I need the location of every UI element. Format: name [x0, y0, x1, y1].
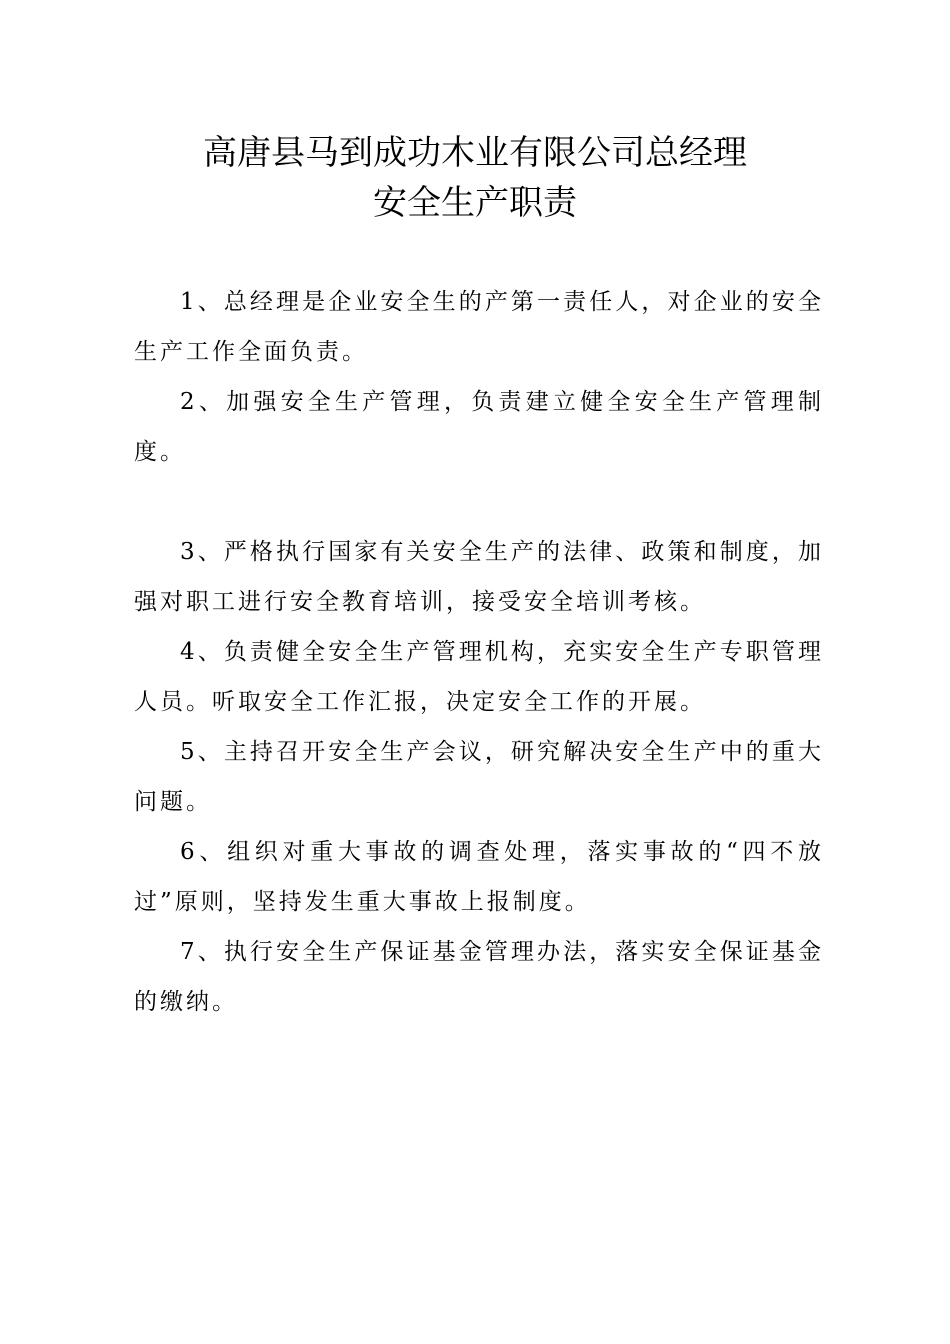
paragraph-item: 4、负责健全安全生产管理机构，充实安全生产专职管理人员。听取安全工作汇报，决定安全工作的开展。 — [134, 639, 824, 715]
paragraph-item: 3、严格执行国家有关安全生产的法律、政策和制度，加强对职工进行安全教育培训，接受安全培训考核。 — [134, 539, 824, 615]
paragraph-item: 5、主持召开安全生产会议，研究解决安全生产中的重大问题。 — [134, 739, 824, 815]
title-line-company: 高唐县马到成功木业有限公司总经理 — [203, 133, 747, 173]
document-title — [0, 128, 950, 228]
paragraph-item: 7、执行安全生产保证基金管理办法，落实安全保证基金的缴纳。 — [134, 939, 824, 1015]
document-body — [134, 277, 824, 1027]
paragraph-spacer — [134, 477, 824, 527]
title-line-subject: 安全生产职责 — [373, 183, 577, 223]
paragraph-item: 2、加强安全生产管理，负责建立健全安全生产管理制度。 — [134, 389, 824, 465]
paragraph-item: 6、组织对重大事故的调查处理，落实事故的“四不放过”原则，坚持发生重大事故上报制度。 — [134, 839, 824, 915]
paragraph-item: 1、总经理是企业安全生的产第一责任人，对企业的安全生产工作全面负责。 — [134, 289, 824, 365]
